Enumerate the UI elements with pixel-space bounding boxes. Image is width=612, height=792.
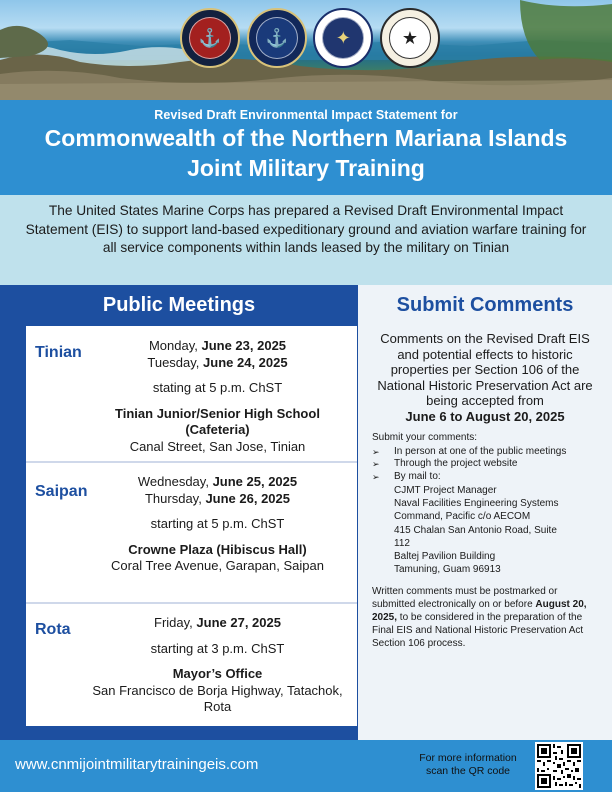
method-mail: ➢ By mail to: bbox=[372, 470, 441, 482]
meeting-date-1: Friday, June 27, 2025 bbox=[154, 615, 281, 630]
comment-period-dates: June 6 to August 20, 2025 bbox=[405, 408, 565, 424]
meeting-location-saipan: Saipan bbox=[35, 483, 88, 500]
submit-comments-panel bbox=[358, 285, 612, 740]
meeting-address: San Francisco de Borja Highway, Tatachok, Rota bbox=[92, 682, 343, 714]
written-comments-note: Written comments must be postmarked or submitted electronically on or before August 20, 2025, to be considered in the preparation of the Final EIS and National Historic Preservation Act Section 106 process. bbox=[372, 585, 587, 649]
meeting-date-1: Monday, June 23, 2025 bbox=[148, 338, 287, 353]
intro-paragraph: The United States Marine Corps has prepared a Revised Draft Environmental Impact Statement (EIS) to support land-based expeditionary ground and aviation warfare training for all service components within lands leased by the military on Tinian bbox=[25, 203, 587, 255]
document-title-line-2: Joint Military Training bbox=[187, 155, 425, 181]
intro-band bbox=[0, 195, 612, 285]
submit-comments-heading: Submit Comments bbox=[396, 294, 574, 316]
arrow-bullet-icon: ➢ bbox=[372, 446, 380, 457]
method-website: ➢ Through the project website bbox=[372, 458, 518, 470]
submission-methods bbox=[358, 445, 612, 484]
meeting-venue: Tinian Junior/Senior High School (Cafeteria) bbox=[115, 405, 320, 437]
meeting-venue: Crowne Plaza (Hibiscus Hall) bbox=[128, 541, 307, 557]
method-in-person: ➢ In person at one of the public meetings bbox=[372, 445, 567, 457]
marine-corps-seal-icon: ⚓ bbox=[180, 8, 240, 68]
document-subtitle: Revised Draft Environmental Impact Statement for bbox=[154, 108, 458, 122]
arrow-bullet-icon: ➢ bbox=[372, 459, 380, 470]
army-seal-icon: ★ bbox=[380, 8, 440, 68]
arrow-bullet-icon: ➢ bbox=[372, 471, 380, 482]
title-band bbox=[0, 100, 612, 195]
meeting-details-tinian bbox=[92, 338, 357, 461]
meeting-location-rota: Rota bbox=[35, 621, 71, 638]
meeting-time: stating at 5 p.m. ChST bbox=[152, 380, 283, 395]
mailing-address: CJMT Project Manager Naval Facilities Engineering Systems Command, Pacific c/o AECOM 415 Chalan San Antonio Road, Suite 112 Baltej Pavilion Building Tamuning, Guam 96913 bbox=[394, 485, 559, 575]
air-force-seal-icon: ✦ bbox=[313, 8, 373, 68]
project-website-link[interactable]: www.cnmijointmilitarytrainingeis.com bbox=[15, 756, 259, 773]
document-title-line-1: Commonwealth of the Northern Mariana Islands bbox=[44, 125, 568, 151]
meeting-venue: Mayor’s Office bbox=[172, 666, 263, 681]
meeting-row-rota bbox=[26, 604, 357, 726]
public-meetings-panel bbox=[0, 285, 358, 740]
submit-label: Submit your comments: bbox=[372, 432, 478, 443]
meetings-list bbox=[24, 326, 357, 726]
qr-info-text: For more information scan the QR code bbox=[419, 752, 517, 777]
navy-seal-icon: ⚓ bbox=[247, 8, 307, 68]
meeting-time: starting at 3 p.m. ChST bbox=[150, 640, 285, 656]
meeting-details-saipan bbox=[92, 474, 357, 602]
qr-code-icon[interactable] bbox=[535, 742, 583, 790]
meeting-location-tinian: Tinian bbox=[35, 344, 82, 361]
military-seals bbox=[180, 8, 440, 70]
meeting-date-2: Thursday, June 26, 2025 bbox=[144, 490, 290, 506]
comments-intro: Comments on the Revised Draft EIS and potential effects to historic properties per Section 106 of the National Historic Preservation Act are being accepted from June 6 to August 20, 2025 bbox=[358, 326, 612, 424]
footer-band bbox=[0, 740, 612, 792]
meeting-row-tinian bbox=[26, 326, 357, 463]
public-meetings-heading: Public Meetings bbox=[102, 294, 256, 316]
meeting-details-rota bbox=[92, 615, 357, 726]
meeting-date-1: Wednesday, June 25, 2025 bbox=[137, 474, 298, 489]
header-photo-banner bbox=[0, 0, 612, 100]
meeting-time: starting at 5 p.m. ChST bbox=[150, 516, 285, 531]
meeting-date-2: Tuesday, June 24, 2025 bbox=[147, 354, 288, 370]
meeting-address: Canal Street, San Jose, Tinian bbox=[129, 438, 306, 454]
meeting-row-saipan bbox=[26, 463, 357, 604]
meeting-address: Coral Tree Avenue, Garapan, Saipan bbox=[111, 558, 324, 573]
